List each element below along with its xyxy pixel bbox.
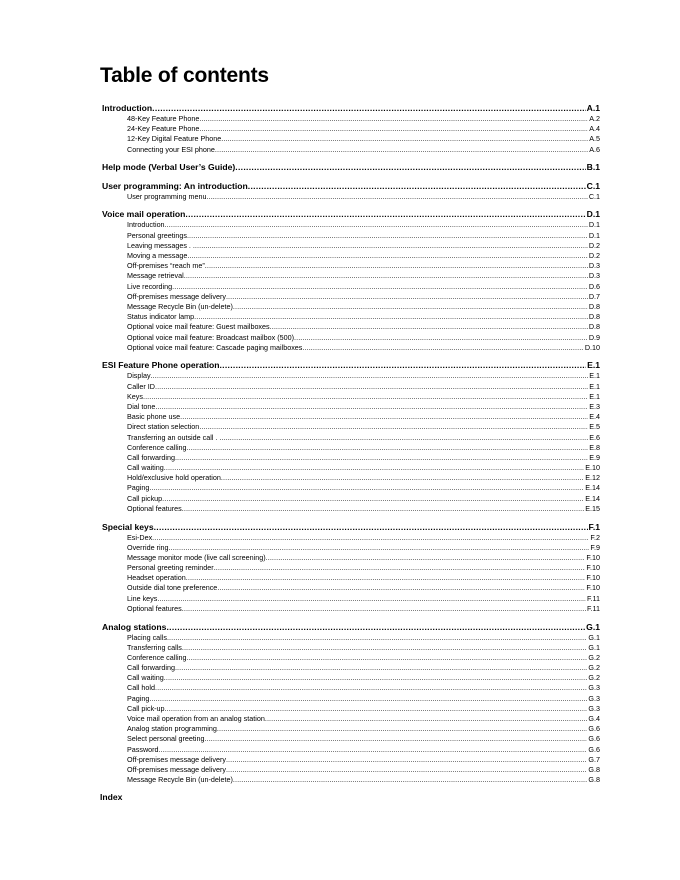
entry-page-number: D.6 [588,281,600,291]
section-page-number: D.1 [586,209,600,220]
toc-section [102,162,600,173]
toc-entry[interactable] [102,734,600,744]
toc-entry[interactable] [102,192,600,202]
entry-title: Conference calling [127,442,187,452]
page-title: Table of contents [100,64,269,87]
entry-title: Voice mail operation from an analog station [127,714,265,723]
entry-title: Outside dial tone preference [127,583,218,593]
entry-title: 24-Key Feature Phone [127,124,200,134]
entry-page-number: G.2 [588,673,600,683]
toc-entry[interactable] [102,292,600,302]
toc-section-heading[interactable] [102,209,600,220]
section-title: Analog stations [102,621,167,632]
entry-page-number: E.1 [589,371,600,381]
toc-entry[interactable] [102,704,600,714]
dot-leader [219,360,586,371]
toc-entry[interactable] [102,463,600,473]
entry-title: Password [127,744,159,754]
entry-title: Transferring calls [127,642,182,652]
dot-leader [187,251,587,261]
toc-entry[interactable] [102,714,600,724]
entry-page-number: F.10 [586,583,600,593]
entry-title: Optional features [127,503,182,513]
entry-page-number: E.6 [589,432,600,442]
entry-page-number: D.2 [588,251,600,260]
dot-leader [248,181,586,192]
toc-entry[interactable] [102,433,600,443]
entry-page-number: D.3 [588,271,600,281]
toc-entry[interactable] [102,443,600,453]
entry-page-number: D.8 [588,322,600,332]
section-title: ESI Feature Phone operation [102,360,220,371]
toc-entry[interactable] [102,261,600,271]
entry-page-number: D.1 [588,230,600,240]
dot-leader [154,522,588,533]
toc-entry[interactable] [102,473,600,483]
toc-entry[interactable] [102,402,600,412]
toc-entry[interactable] [102,643,600,653]
toc-entry[interactable] [102,494,600,504]
toc-entry[interactable] [102,302,600,312]
dot-leader [195,241,588,251]
toc-entry[interactable] [102,483,600,493]
dot-leader [187,443,589,453]
entry-title: Message retrieval [127,271,184,281]
toc-section [102,209,600,352]
entry-page-number: F.10 [586,563,600,573]
dot-leader [167,633,587,643]
dot-leader [152,533,589,543]
section-page-number: F.1 [588,521,600,532]
toc-entry[interactable] [102,271,600,281]
dot-leader [149,694,587,704]
entry-title: Conference calling [127,652,187,662]
entry-page-number: D.10 [584,342,600,352]
entry-title: Dial tone [127,401,156,411]
toc-entry[interactable] [102,653,600,663]
toc-entry[interactable] [102,533,600,543]
dot-leader [214,563,586,573]
entry-page-number: F.9 [590,542,600,552]
entry-title: Message Recycle Bin (un-delete) [127,301,233,311]
entry-title: Personal greeting reminder [127,563,214,573]
dot-leader [175,453,588,463]
entry-title: User programming menu [127,191,207,201]
toc-entry[interactable] [102,422,600,432]
toc-section-heading[interactable] [102,162,600,173]
index-heading: Index [100,792,123,802]
toc-section [102,181,600,202]
dot-leader [165,220,588,230]
dot-leader [221,134,588,144]
dot-leader [235,162,585,173]
dot-leader [221,433,588,443]
entry-title: Call hold [127,683,155,693]
toc-entry[interactable] [102,251,600,261]
entry-title: Call pickup [127,493,163,503]
dot-leader [169,543,590,553]
toc-entry[interactable] [102,765,600,775]
entry-title: Introduction [127,220,165,230]
entry-title: Message monitor mode (live call screening) [127,552,266,562]
entry-title: Message Recycle Bin (un-delete) [127,775,233,785]
entry-page-number: E.5 [589,422,600,432]
toc-entry[interactable] [102,114,600,124]
entry-title: Headset operation [127,573,186,583]
entry-title: Call forwarding [127,452,175,462]
toc-section-heading[interactable] [102,103,600,114]
toc-entry[interactable] [102,583,600,593]
entry-title: Personal greetings [127,230,187,240]
entry-page-number: G.4 [588,714,600,723]
dot-leader [221,473,584,483]
entry-page-number: G.1 [588,642,600,652]
dot-leader [207,192,588,202]
dot-leader [226,292,588,302]
entry-page-number: A.2 [589,114,600,123]
dot-leader [182,643,588,653]
entry-page-number: G.8 [588,764,600,774]
toc-section-heading[interactable] [102,622,600,633]
entry-page-number: D.7 [588,291,600,301]
entry-page-number: F.11 [586,603,600,613]
dot-leader [151,371,589,381]
entry-page-number: G.2 [588,652,600,662]
dot-leader [294,333,588,343]
dot-leader [265,714,588,724]
toc-entry[interactable] [102,745,600,755]
entry-title: Hold/exclusive hold operation [127,473,221,483]
dot-leader [157,594,586,604]
entry-title: Call pick-up [127,703,165,713]
toc-entry[interactable] [102,573,600,583]
entry-title: Placing calls [127,632,167,642]
dot-leader [302,343,583,353]
entry-title: Connecting your ESI phone [127,144,215,154]
dot-leader [199,114,588,124]
toc-entry[interactable] [102,322,600,332]
dot-leader [226,755,587,765]
section-page-number: B.1 [586,162,600,173]
entry-page-number: G.6 [588,744,600,754]
dot-leader [186,573,586,583]
dot-leader [180,412,588,422]
toc-entry[interactable] [102,145,600,155]
section-title: User programming: An introduction [102,180,248,191]
dot-leader [172,282,588,292]
dot-leader [152,103,586,114]
entry-page-number: D.2 [588,240,600,250]
dot-leader [155,382,588,392]
dot-leader [270,322,588,332]
toc-entry[interactable] [102,371,600,381]
dot-leader [185,209,585,220]
toc-entry[interactable] [102,312,600,322]
section-title: Voice mail operation [102,209,186,220]
toc-entry[interactable] [102,683,600,693]
dot-leader [166,622,585,633]
entry-title: 12-Key Digital Feature Phone [127,134,222,144]
entry-title: Analog station programming [127,724,217,734]
dot-leader [205,734,588,744]
toc-entry[interactable] [102,220,600,230]
entry-title: Status indicator lamp [127,312,195,322]
dot-leader [164,673,588,683]
entry-page-number: G.8 [588,775,600,785]
entry-title: Call forwarding [127,663,175,673]
dot-leader [149,483,584,493]
toc-entry[interactable] [102,241,600,251]
dot-leader [184,271,588,281]
toc-entry[interactable] [102,134,600,144]
entry-title: Paging [127,693,150,703]
entry-page-number: G.3 [588,683,600,693]
toc-entry[interactable] [102,282,600,292]
entry-title: Off-premises message delivery [127,764,226,774]
entry-page-number: F.10 [586,573,600,583]
section-title: Introduction [102,103,153,113]
entry-page-number: A.4 [589,124,600,134]
toc-section [102,360,600,514]
dot-leader [162,494,584,504]
entry-page-number: D.8 [588,301,600,311]
toc-entry[interactable] [102,604,600,614]
toc-entry[interactable] [102,343,600,353]
entry-page-number: D.1 [588,220,600,230]
entry-title: Optional voice mail feature: Cascade paging mailboxes [127,342,303,352]
entry-title: Off-premises message delivery [127,291,226,301]
entry-page-number: E.4 [589,412,600,422]
dot-leader [187,653,588,663]
dot-leader [217,724,588,734]
entry-title: Optional voice mail feature: Broadcast mailbox (500) [127,332,294,342]
entry-page-number: D.8 [588,312,600,322]
dot-leader [217,583,585,593]
entry-title: Display [127,371,151,381]
entry-title: Live recording [127,281,173,291]
toc-section-heading[interactable] [102,181,600,192]
toc-section [102,622,600,786]
toc-entry[interactable] [102,724,600,734]
entry-page-number: E.10 [585,463,600,473]
toc-entry[interactable] [102,553,600,563]
entry-page-number: E.14 [585,483,600,493]
toc-entry[interactable] [102,382,600,392]
entry-page-number: E.9 [589,452,600,462]
entry-page-number: E.1 [589,381,600,391]
entry-title: Transferring an outside call . . [127,432,222,442]
toc-entry[interactable] [102,663,600,673]
entry-page-number: C.1 [588,191,600,201]
toc-entry[interactable] [102,694,600,704]
toc-section [102,103,600,155]
toc-entry[interactable] [102,594,600,604]
dot-leader [159,745,588,755]
toc-section-heading[interactable] [102,360,600,371]
entry-title: Caller ID [127,381,155,391]
toc-entry[interactable] [102,333,600,343]
entry-title: Basic phone use [127,412,181,422]
toc-entry[interactable] [102,412,600,422]
dot-leader [182,604,586,614]
entry-title: Call waiting [127,673,164,683]
toc-entry[interactable] [102,543,600,553]
toc-entry[interactable] [102,563,600,573]
section-page-number: E.1 [587,360,600,371]
entry-page-number: E.14 [585,493,600,503]
entry-page-number: F.11 [586,593,600,603]
dot-leader [155,683,587,693]
entry-title: Override ring [127,542,169,552]
entry-page-number: E.3 [589,401,600,411]
section-title: Special keys [102,521,154,532]
entry-page-number: E.1 [589,391,600,401]
entry-title: Paging [127,483,150,493]
entry-title: 48-Key Feature Phone [127,114,200,123]
dot-leader [164,463,584,473]
dot-leader [233,302,588,312]
toc-entry[interactable] [102,673,600,683]
dot-leader [155,402,588,412]
toc-entry[interactable] [102,775,600,785]
entry-page-number: G.3 [588,693,600,703]
entry-title: Direct station selection [127,422,200,432]
entry-page-number: E.8 [589,442,600,452]
toc-entry[interactable] [102,453,600,463]
entry-page-number: G.6 [588,724,600,734]
section-title: Help mode (Verbal User’s Guide) [102,162,236,173]
entry-title: Esi-Dex [127,532,153,542]
toc-entry[interactable] [102,392,600,402]
toc-entry[interactable] [102,231,600,241]
entry-page-number: A.6 [589,144,600,154]
entry-title: Select personal greeting [127,734,205,744]
entry-title: Off-premises “reach me” [127,261,205,271]
entry-page-number: D.9 [588,332,600,342]
entry-title: Moving a message [127,251,188,260]
entry-page-number: G.1 [588,632,600,642]
section-page-number: G.1 [586,621,600,632]
dot-leader [266,553,586,563]
toc-entry[interactable] [102,755,600,765]
entry-title: Call waiting [127,463,164,473]
entry-title: Keys [127,391,143,401]
dot-leader [187,231,588,241]
toc-entry[interactable] [102,504,600,514]
entry-page-number: G.2 [588,663,600,673]
entry-title: Off-premises message delivery [127,754,226,764]
dot-leader [215,145,588,155]
toc-section-heading[interactable] [102,522,600,533]
entry-title: Optional voice mail feature: Guest mailboxes [127,322,270,332]
section-page-number: C.1 [586,180,600,191]
toc-entry[interactable] [102,633,600,643]
section-page-number: A.1 [586,103,600,113]
dot-leader [194,312,588,322]
entry-page-number: A.5 [589,134,600,144]
dot-leader [165,704,588,714]
entry-title: Leaving messages . . [127,240,195,250]
entry-page-number: G.3 [588,703,600,713]
entry-page-number: D.3 [588,261,600,271]
dot-leader [175,663,587,673]
entry-page-number: F.2 [590,532,600,542]
entry-page-number: E.15 [585,503,600,513]
toc-section [102,522,600,615]
dot-leader [199,422,588,432]
dot-leader [199,124,588,134]
dot-leader [233,775,588,785]
dot-leader [205,261,588,271]
entry-page-number: G.7 [588,754,600,764]
entry-page-number: E.12 [585,473,600,483]
entry-title: Line keys [127,593,158,603]
toc-entry[interactable] [102,124,600,134]
dot-leader [226,765,587,775]
dot-leader [143,392,588,402]
dot-leader [182,504,584,514]
table-of-contents [102,103,600,793]
entry-title: Optional features [127,603,182,613]
entry-page-number: G.6 [588,734,600,744]
entry-page-number: F.10 [586,552,600,562]
